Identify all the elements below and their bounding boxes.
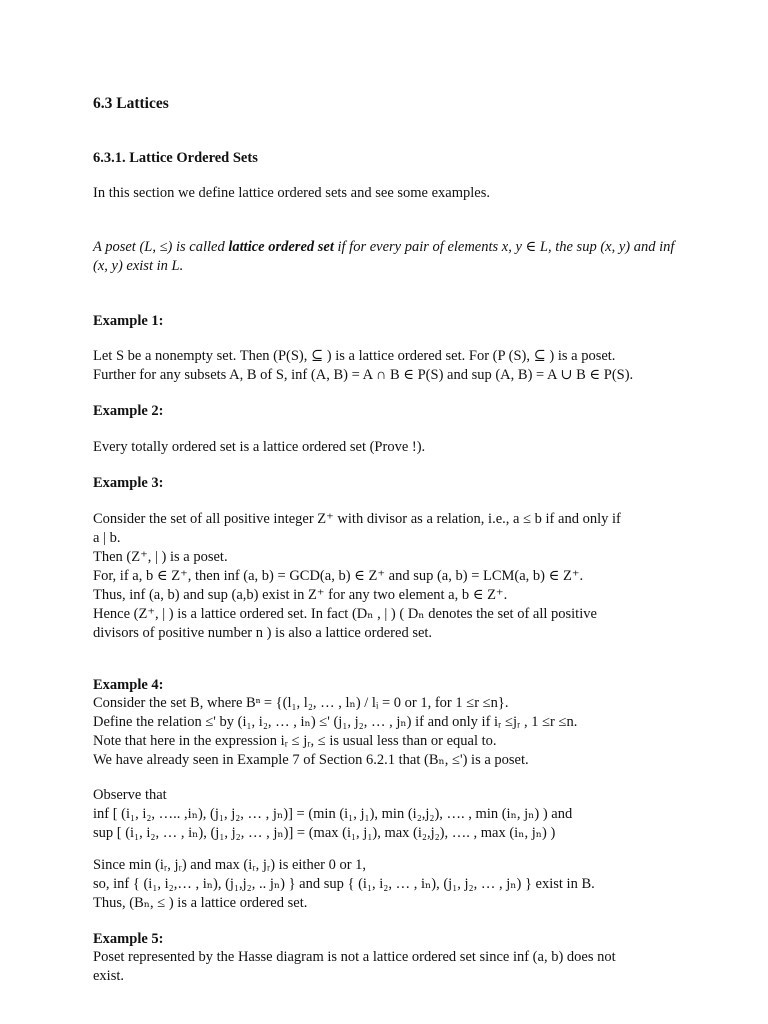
example-2-line: Every totally ordered set is a lattice ordered set (Prove !). <box>93 439 426 455</box>
section-title: 6.3 Lattices <box>93 95 169 112</box>
example-4-line: We have already seen in Example 7 of Section 6.2.1 that (Bₙ, ≤') is a poset. <box>93 752 529 768</box>
example-4-body <box>93 694 683 770</box>
observe-line: Observe that <box>93 787 167 803</box>
definition-post: if for every pair of elements x, y ∈ L, the sup (x, y) and inf (x, y) exist in L. <box>93 239 675 274</box>
example-3-line: Consider the set of all positive integer Z⁺ with divisor as a relation, i.e., a ≤ b if and only if <box>93 511 621 527</box>
example-1-body <box>93 347 683 385</box>
example-1-heading: Example 1: <box>93 313 164 329</box>
observe-line: sup [ (i₁, i₂, … , iₙ), (j₁, j₂, … , jₙ)] = (max (i₁, j₁), max (i₂,j₂), …. , max (iₙ, jₙ) ) <box>93 825 556 841</box>
example-3-line: Hence (Z⁺, | ) is a lattice ordered set. In fact (Dₙ , | ) ( Dₙ denotes the set of all positive <box>93 606 597 622</box>
example-3-line: divisors of positive number n ) is also a lattice ordered set. <box>93 625 433 641</box>
example-3-heading: Example 3: <box>93 475 164 491</box>
definition-term: lattice ordered set <box>228 239 334 255</box>
example-3-line: For, if a, b ∈ Z⁺, then inf (a, b) = GCD(a, b) ∈ Z⁺ and sup (a, b) = LCM(a, b) ∈ Z⁺. <box>93 568 584 584</box>
example-4-line: Consider the set B, where Bⁿ = {(l₁, l₂, … , lₙ) / lᵢ = 0 or 1, for 1 ≤r ≤n}. <box>93 695 509 711</box>
example-4-observe <box>93 786 683 843</box>
since-line: Since min (iᵣ, jᵣ) and max (iᵣ, jᵣ) is either 0 or 1, <box>93 857 367 873</box>
example-3-line: Thus, inf (a, b) and sup (a,b) exist in Z⁺ for any two element a, b ∈ Z⁺. <box>93 587 508 603</box>
example-3-line: Then (Z⁺, | ) is a poset. <box>93 549 228 565</box>
definition-pre: A poset (L, ≤) is called <box>93 239 229 255</box>
since-line: so, inf { (i₁, i₂,… , iₙ), (j₁,j₂, .. jₙ) } and sup { (i₁, i₂, … , iₙ), (j₁, j₂, … , jₙ) } exist in B. <box>93 876 595 892</box>
example-4-line: Note that here in the expression iᵣ ≤ jᵣ, ≤ is usual less than or equal to. <box>93 733 497 749</box>
subsection-title: 6.3.1. Lattice Ordered Sets <box>93 150 258 166</box>
example-5-line: exist. <box>93 968 125 984</box>
example-3-line: a | b. <box>93 530 121 546</box>
example-4-line: Define the relation ≤' by (i₁, i₂, … , iₙ) ≤' (j₁, j₂, … , jₙ) if and only if iᵣ ≤jᵣ , 1 ≤r ≤n. <box>93 714 578 730</box>
intro-paragraph: In this section we define lattice ordered sets and see some examples. <box>93 185 491 201</box>
example-4-heading: Example 4: <box>93 677 164 693</box>
example-1-line: Let S be a nonempty set. Then (P(S), ⊆ ) is a lattice ordered set. For (P (S), ⊆ ) is a poset. <box>93 348 616 364</box>
example-5-body <box>93 948 683 986</box>
example-5-heading: Example 5: <box>93 931 164 947</box>
example-2-heading: Example 2: <box>93 403 164 419</box>
example-4-since <box>93 856 683 913</box>
example-2-body <box>93 438 683 457</box>
observe-line: inf [ (i₁, i₂, ….. ,iₙ), (j₁, j₂, … , jₙ)] = (min (i₁, j₁), min (i₂,j₂), …. , min (iₙ, jₙ) ) and <box>93 806 573 822</box>
example-3-body <box>93 510 683 643</box>
example-5-line: Poset represented by the Hasse diagram is not a lattice ordered set since inf (a, b) does not <box>93 949 616 965</box>
definition-paragraph <box>93 238 683 276</box>
example-1-line: Further for any subsets A, B of S, inf (A, B) = A ∩ B ∈ P(S) and sup (A, B) = A ∪ B ∈ P(S). <box>93 367 634 383</box>
since-line: Thus, (Bₙ, ≤ ) is a lattice ordered set. <box>93 895 308 911</box>
